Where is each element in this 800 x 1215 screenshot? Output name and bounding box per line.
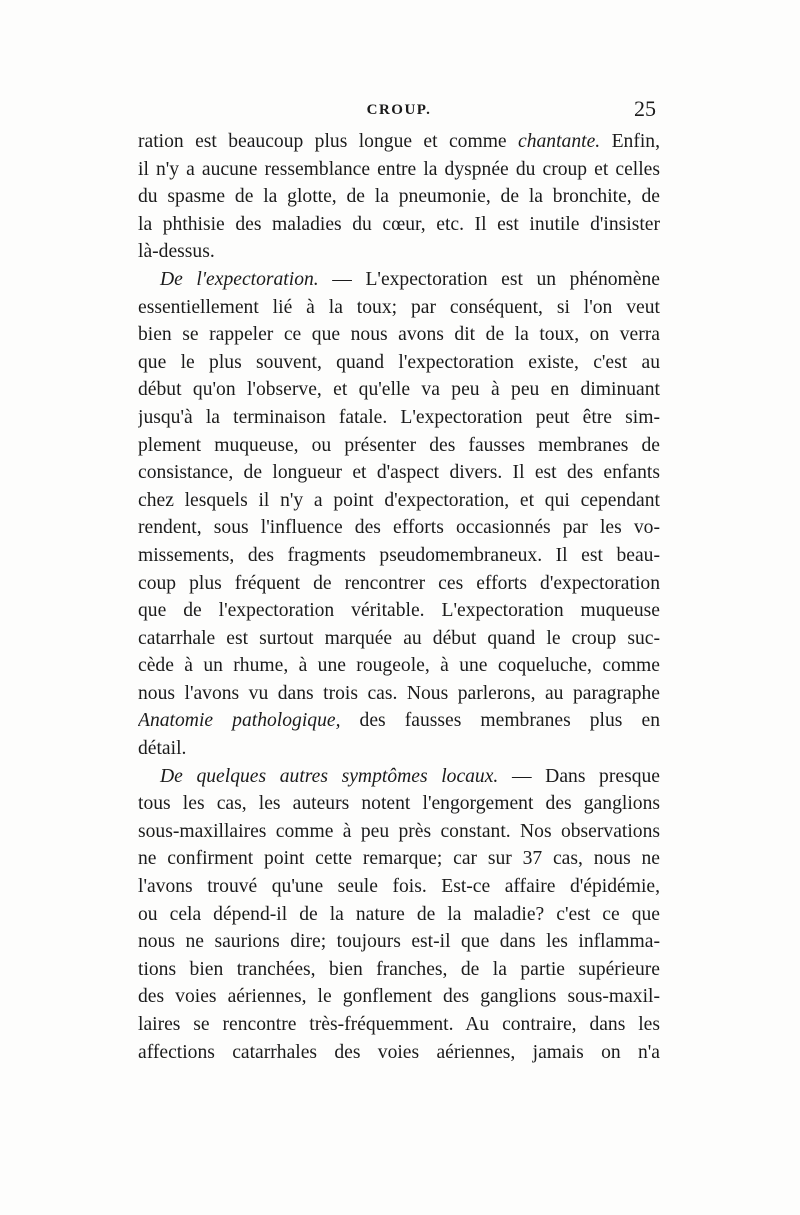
text-segment: début qu'on l'observe, et qu'elle va peu à peu en diminuant [138, 379, 660, 401]
text-line [138, 735, 660, 763]
running-title: CROUP. [366, 102, 432, 118]
page-number: 25 [634, 96, 656, 121]
italic-segment: Anatomie pathologique, [138, 710, 341, 732]
text-line [138, 211, 660, 239]
text-line [138, 956, 660, 984]
text-segment: détail. [138, 738, 187, 760]
text-line [138, 1011, 660, 1039]
text-segment: coup plus fréquent de rencontrer ces efforts d'expectoration [138, 572, 660, 594]
text-segment: rendent, sous l'influence des efforts occasionnés par les vo- [138, 517, 660, 539]
text-line [138, 845, 660, 873]
text-line [138, 901, 660, 929]
text-line [138, 597, 660, 625]
text-segment: des voies aériennes, le gonflement des ganglions sous-maxil- [138, 986, 660, 1008]
text-line [138, 983, 660, 1011]
text-segment: du spasme de la glotte, de la pneumonie, de la bronchite, de [138, 186, 660, 208]
text-segment: nous ne saurions dire; toujours est-il que dans les inflamma- [138, 931, 660, 953]
text-segment: consistance, de longueur et d'aspect divers. Il est des enfants [138, 462, 660, 484]
text-line [138, 707, 660, 735]
text-segment: chez lesquels il n'y a point d'expectoration, et qui cependant [138, 489, 660, 511]
body-text [138, 128, 660, 1066]
text-segment: nous l'avons vu dans trois cas. Nous parlerons, au paragraphe [138, 682, 660, 704]
text-line [138, 680, 660, 708]
text-line [138, 266, 660, 294]
text-line [138, 404, 660, 432]
text-segment: que de l'expectoration véritable. L'expectoration muqueuse [138, 600, 660, 622]
italic-segment: chantante. [518, 131, 601, 152]
text-segment: là-dessus. [138, 241, 215, 263]
text-segment: ou cela dépend-il de la nature de la maladie? c'est ce que [138, 903, 660, 925]
section-heading: De quelques autres symptômes locaux. [160, 765, 499, 787]
text-segment: que le plus souvent, quand l'expectoration existe, c'est au [138, 351, 660, 373]
text-line [138, 459, 660, 487]
page-header [138, 96, 660, 124]
text-line [138, 570, 660, 598]
text-line [138, 349, 660, 377]
text-line [138, 487, 660, 515]
text-segment: jusqu'à la terminaison fatale. L'expectoration peut être sim- [138, 406, 660, 428]
text-line [138, 818, 660, 846]
text-segment: ne confirment point cette remarque; car sur 37 cas, nous ne [138, 848, 660, 870]
text-segment: plement muqueuse, ou présenter des fausses membranes de [138, 434, 660, 456]
text-line [138, 238, 660, 266]
text-line [138, 294, 660, 322]
text-segment: — Dans presque [498, 765, 660, 787]
text-segment: des fausses membranes plus en [340, 710, 660, 732]
text-segment: catarrhale est surtout marquée au début quand le croup suc- [138, 627, 660, 649]
text-segment: bien se rappeler ce que nous avons dit de la toux, on verra [138, 324, 660, 346]
text-line [138, 790, 660, 818]
text-line [138, 376, 660, 404]
text-segment: sous-maxillaires comme à peu près constant. Nos observations [138, 820, 660, 842]
text-segment: Enfin, [600, 131, 660, 152]
text-segment: essentiellement lié à la toux; par conséquent, si l'on veut [138, 296, 660, 318]
text-line [138, 321, 660, 349]
text-line [138, 128, 660, 156]
text-line [138, 514, 660, 542]
text-segment: il n'y a aucune ressemblance entre la dyspnée du croup et celles [138, 158, 660, 180]
section-heading: De l'expectoration. [160, 268, 319, 290]
text-line [138, 763, 660, 791]
text-segment: cède à un rhume, à une rougeole, à une coqueluche, comme [138, 655, 660, 677]
text-segment: missements, des fragments pseudomembraneux. Il est beau- [138, 544, 660, 566]
text-segment: affections catarrhales des voies aériennes, jamais on n'a [138, 1041, 660, 1063]
text-segment: tous les cas, les auteurs notent l'engorgement des ganglions [138, 793, 660, 815]
text-segment: ration est beaucoup plus longue et comme [138, 131, 519, 152]
text-segment: — L'expectoration est un phénomène [318, 268, 660, 290]
text-segment: tions bien tranchées, bien franches, de la partie supérieure [138, 958, 660, 980]
text-segment: l'avons trouvé qu'une seule fois. Est-ce affaire d'épidémie, [138, 876, 660, 898]
text-segment: laires se rencontre très-fréquemment. Au contraire, dans les [138, 1014, 660, 1035]
text-line [138, 542, 660, 570]
text-line [138, 156, 660, 184]
text-line [138, 432, 660, 460]
text-segment: la phthisie des maladies du cœur, etc. Il est inutile d'insister [138, 213, 660, 235]
text-line [138, 183, 660, 211]
text-line [138, 873, 660, 901]
text-line [138, 652, 660, 680]
text-line [138, 928, 660, 956]
text-line [138, 625, 660, 653]
text-line [138, 1039, 660, 1067]
